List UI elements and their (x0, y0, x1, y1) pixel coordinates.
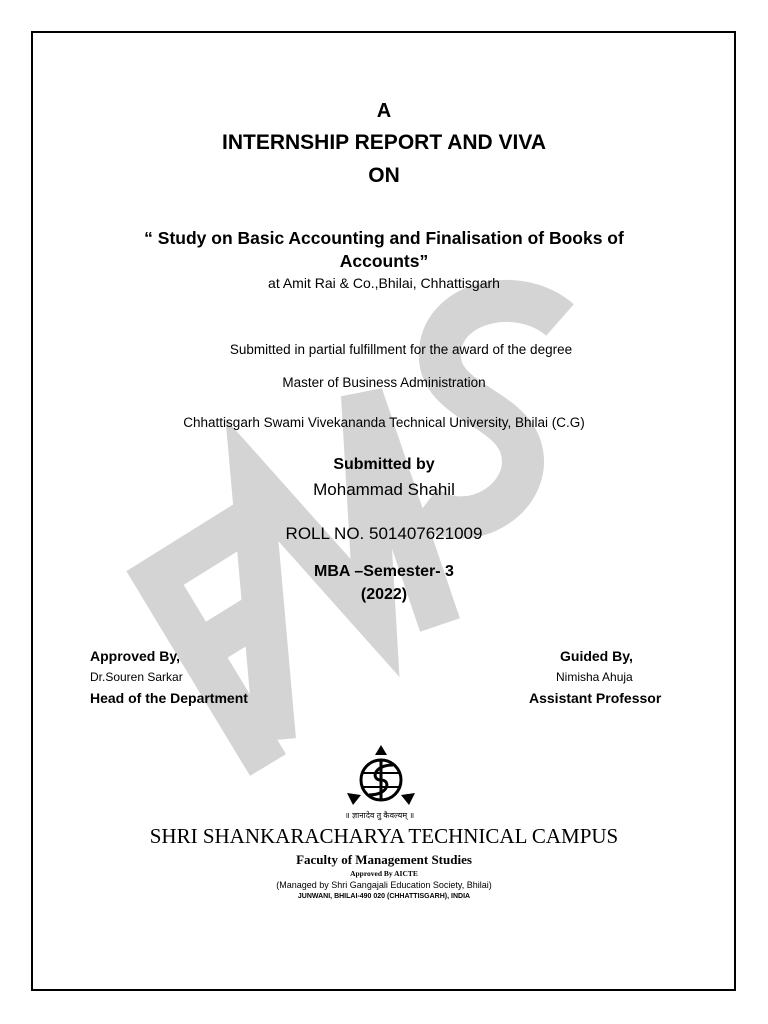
roll-number: ROLL NO. 501407621009 (285, 524, 483, 543)
aicte-approval: Approved By AICTE (350, 869, 418, 878)
institution-motto: ॥ ज्ञानादेव तु कैवल्यम् ॥ (345, 811, 415, 820)
student-name: Mohammad Shahil (313, 480, 455, 499)
title-on: ON (368, 164, 400, 187)
title-a: A (376, 100, 392, 122)
institution-address: JUNWANI, BHILAI-490 020 (CHHATTISGARH), INDIA (297, 893, 471, 900)
study-title-line1: “ Study on Basic Accounting and Finalisation of Books of (144, 228, 624, 248)
approved-by-label: Approved By, (90, 648, 180, 664)
guide-role: Assistant Professor (529, 690, 662, 706)
institution-logo (343, 743, 419, 809)
guided-by-label: Guided By, (560, 648, 633, 664)
guide-name: Nimisha Ahuja (556, 670, 633, 684)
year: (2022) (360, 586, 408, 603)
approver-name: Dr.Souren Sarkar (90, 670, 183, 684)
semester: MBA –Semester- 3 (314, 563, 454, 580)
degree-name: Master of Business Administration (282, 375, 486, 390)
study-title-line2: Accounts” (339, 251, 429, 271)
university-name: Chhattisgarh Swami Vivekananda Technical University, Bhilai (C.G) (183, 415, 585, 430)
approver-role: Head of the Department (90, 690, 248, 706)
study-location: at Amit Rai & Co.,Bhilai, Chhattisgarh (268, 275, 500, 291)
institution-name: SHRI SHANKARACHARYA TECHNICAL CAMPUS (149, 824, 619, 848)
submitted-by-label: Submitted by (333, 456, 435, 473)
managed-by: (Managed by Shri Gangajali Education Society, Bhilai) (276, 880, 492, 890)
faculty-name: Faculty of Management Studies (296, 852, 472, 867)
partial-fulfillment-text: Submitted in partial fulfillment for the award of the degree (229, 342, 573, 357)
report-title: INTERNSHIP REPORT AND VIVA (222, 131, 546, 154)
